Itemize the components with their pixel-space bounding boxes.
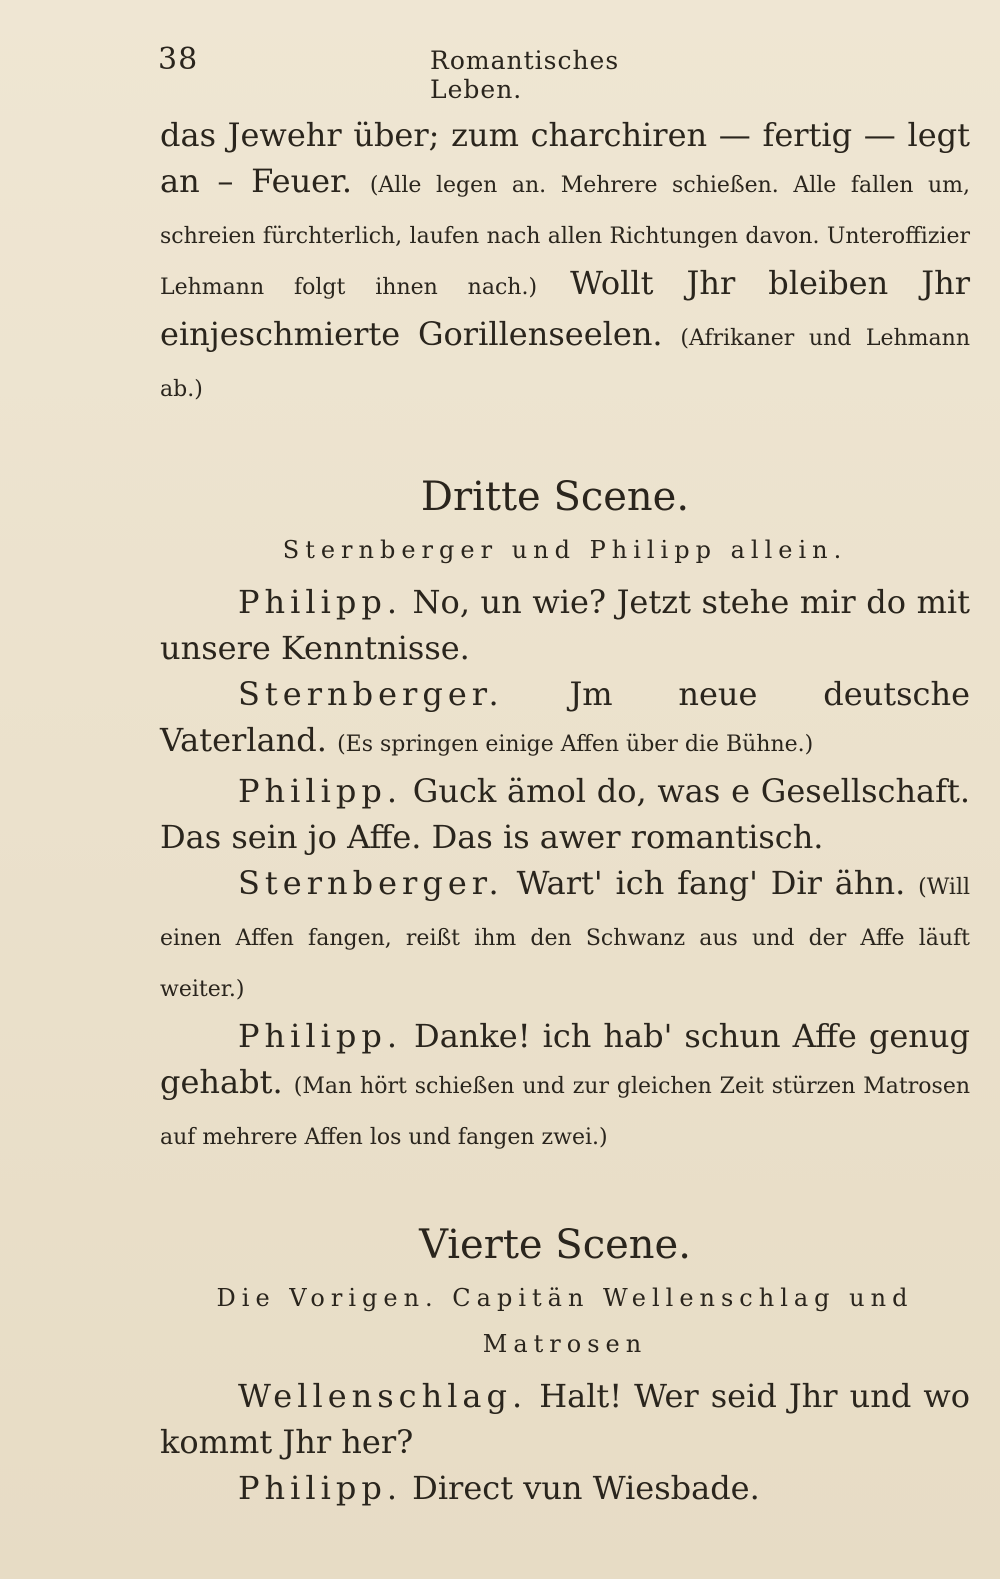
dialogue-text: das Jewehr über; zum charchiren — fertig — legt an – Feuer.	[160, 116, 970, 200]
dialogue-text: Wollt Jhr bleiben Jhr einjeschmierte Gorillenseelen.	[160, 264, 971, 353]
dialogue-text: Danke! ich hab' schun Affe genug gehabt.	[160, 1017, 971, 1101]
dialogue-text: No, un wie? Jetzt stehe mir do mit unsere Kenntnisse.	[160, 583, 971, 667]
speaker-name: Sternberger.	[238, 864, 504, 902]
dialogue-paragraph	[160, 671, 970, 768]
scene-persons: Die Vorigen. Capitän Wellenschlag und Matrosen	[216, 1284, 914, 1358]
stage-direction: (Man hört schießen und zur gleichen Zeit stürzen Matrosen auf mehrere Affen los und fangen zwei.)	[160, 1074, 971, 1150]
running-head: Romantisches Leben.	[430, 46, 620, 104]
speaker-name: Philipp.	[238, 1469, 402, 1507]
dialogue-text: Wart' ich fang' Dir ähn.	[516, 864, 906, 902]
dialogue-text: Jm neue deutsche Vaterland.	[160, 675, 971, 759]
stage-direction: (Alle legen an. Mehrere schießen. Alle fallen um, schreien fürchterlich, laufen nach allen Richtungen davon. Unteroffizier Lehmann folgt ihnen nach.)	[160, 173, 970, 300]
page-header	[158, 42, 718, 104]
speaker-name: Wellenschlag.	[238, 1377, 528, 1415]
scene-persons: Sternberger und Philipp allein.	[282, 536, 848, 564]
dialogue-text: Direct vun Wiesbade.	[412, 1469, 760, 1507]
dialogue-paragraph	[160, 768, 970, 860]
dialogue-text: Guck ämol do, was e Gesellschaft. Das sein jo Affe. Das is awer romantisch.	[160, 772, 971, 856]
paragraph-continuation	[160, 112, 970, 413]
speaker-name: Philipp.	[238, 772, 402, 810]
dialogue-paragraph	[160, 1465, 970, 1511]
stage-direction: (Will einen Affen fangen, reißt ihm den Schwanz aus und der Affe läuft weiter.)	[160, 875, 971, 1002]
dialogue-paragraph	[160, 579, 970, 671]
page-body	[160, 112, 970, 1511]
speaker-name: Philipp.	[238, 583, 402, 621]
speaker-name: Sternberger.	[238, 675, 504, 713]
dialogue-paragraph	[160, 1373, 970, 1465]
dialogue-paragraph	[160, 1013, 970, 1161]
dialogue-text: Halt! Wer seid Jhr und wo kommt Jhr her?	[160, 1377, 971, 1461]
scene-title: Dritte Scene.	[420, 474, 690, 520]
stage-direction: (Afrikaner und Lehmann ab.)	[160, 326, 970, 402]
page-number: 38	[158, 42, 199, 77]
stage-direction: (Es springen einige Affen über die Bühne.)	[337, 732, 814, 757]
scene-title: Vierte Scene.	[419, 1222, 691, 1268]
speaker-name: Philipp.	[238, 1017, 402, 1055]
dialogue-paragraph	[160, 860, 970, 1013]
